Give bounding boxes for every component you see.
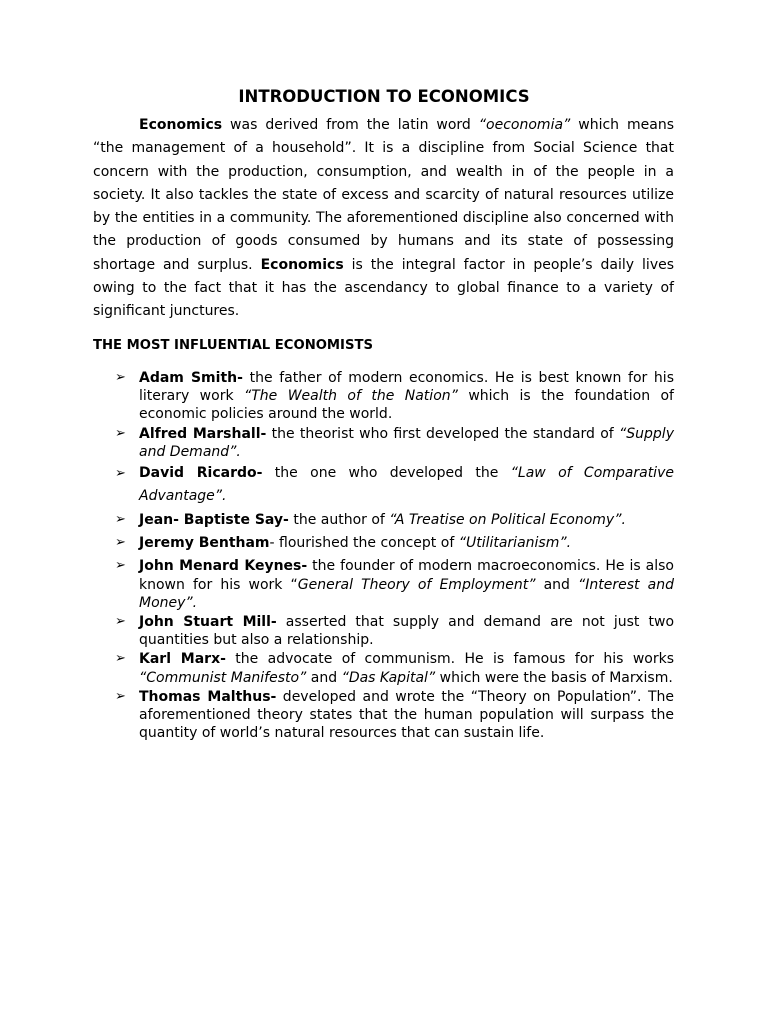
arrowhead-bullet-icon: ➢ [115,688,126,704]
list-item-jeremy-bentham [93,534,674,552]
economist-work: General Theory of Employment” [297,576,536,593]
economist-work: “The Wealth of the Nation” [244,388,458,405]
economist-name: David Ricardo- [139,465,263,482]
economist-name: Karl Marx- [139,651,226,668]
page-title: INTRODUCTION TO ECONOMICS [238,87,530,106]
economists-list [93,369,674,742]
list-item-karl-marx [93,650,674,686]
list-item-john-menard-keynes [93,557,674,612]
list-item-thomas-malthus [93,688,674,743]
economist-name: Jeremy Bentham [139,535,270,552]
economist-description: and [306,669,342,686]
intro-term-2: Economics [260,256,344,273]
arrowhead-bullet-icon: ➢ [115,558,126,574]
economist-name: John Menard Keynes- [139,558,308,575]
intro-text-2: which means “the management of a household”. It is a discipline from Social Science that concern with the production, consumption, and wealth in of the people in a society. It also tackles the state of excess and scarcity of natural resources utilize by the entities in a community. The aforementioned discipline also concerned with the production of goods consumed by humans and its state of possessing shortage and surplus. [93,117,675,273]
intro-paragraph [93,114,674,324]
economist-description: which were the basis of Marxism. [435,669,673,686]
section-heading: THE MOST INFLUENTIAL ECONOMISTS [93,338,373,353]
economist-work: “Law of Comparative Advantage”. [139,465,674,505]
economist-description: the author of [288,512,390,529]
arrowhead-bullet-icon: ➢ [115,466,126,482]
economist-description: and [535,576,579,593]
economist-description: the theorist who first developed the standard of [266,425,620,442]
economist-name: Adam Smith- [139,370,243,386]
intro-latin-word: “oeconomia” [478,117,571,133]
economist-description: - flourished the concept of [269,535,459,552]
arrowhead-bullet-icon: ➢ [115,370,126,385]
list-item-david-ricardo [93,462,674,508]
economist-work: “Interest and Money”. [139,576,674,611]
list-item-john-stuart-mill [93,613,674,649]
economist-description: the father of modern economics. He is best known for his literary work [139,370,674,405]
economist-name: John Stuart Mill- [139,614,277,631]
economist-work: “A Treatise on Political Economy”. [389,512,626,529]
economist-description: the advocate of communism. He is famous for his works [225,651,675,668]
list-item-jean-baptiste-say [93,511,674,529]
economist-name: Jean- Baptiste Say- [139,512,289,529]
arrowhead-bullet-icon: ➢ [115,425,126,441]
list-item-adam-smith [93,369,674,424]
arrowhead-bullet-icon: ➢ [115,535,126,551]
list-item-alfred-marshall [93,425,674,461]
economist-description: developed and wrote the “Theory on Population”. The aforementioned theory states that the human population will surpass the quantity of world’s natural resources that can sustain life. [139,688,675,742]
economist-work: “Das Kapital” [341,669,436,686]
economist-work: “Utilitarianism”. [458,535,572,552]
economist-work: “Communist Manifesto” [139,669,307,686]
intro-text-1: was derived from the latin word [222,117,479,133]
economist-description: the one who developed the [262,465,511,482]
economist-description: asserted that supply and demand are not just two quantities but also a relationship. [139,614,675,649]
arrowhead-bullet-icon: ➢ [115,651,126,667]
intro-term: Economics [139,117,223,133]
economist-work: “Supply and Demand”. [139,425,674,460]
arrowhead-bullet-icon: ➢ [115,614,126,630]
arrowhead-bullet-icon: ➢ [115,512,126,528]
economist-name: Thomas Malthus- [139,688,277,705]
intro-text-3: is the integral factor in people’s daily lives owing to the fact that it has the ascendancy to global finance to a variety of significant junctures. [93,256,675,320]
economist-name: Alfred Marshall- [139,425,267,442]
economist-description: which is the foundation of economic policies around the world. [139,388,674,423]
economist-description: the founder of modern macroeconomics. He is also known for his work “ [139,558,674,593]
